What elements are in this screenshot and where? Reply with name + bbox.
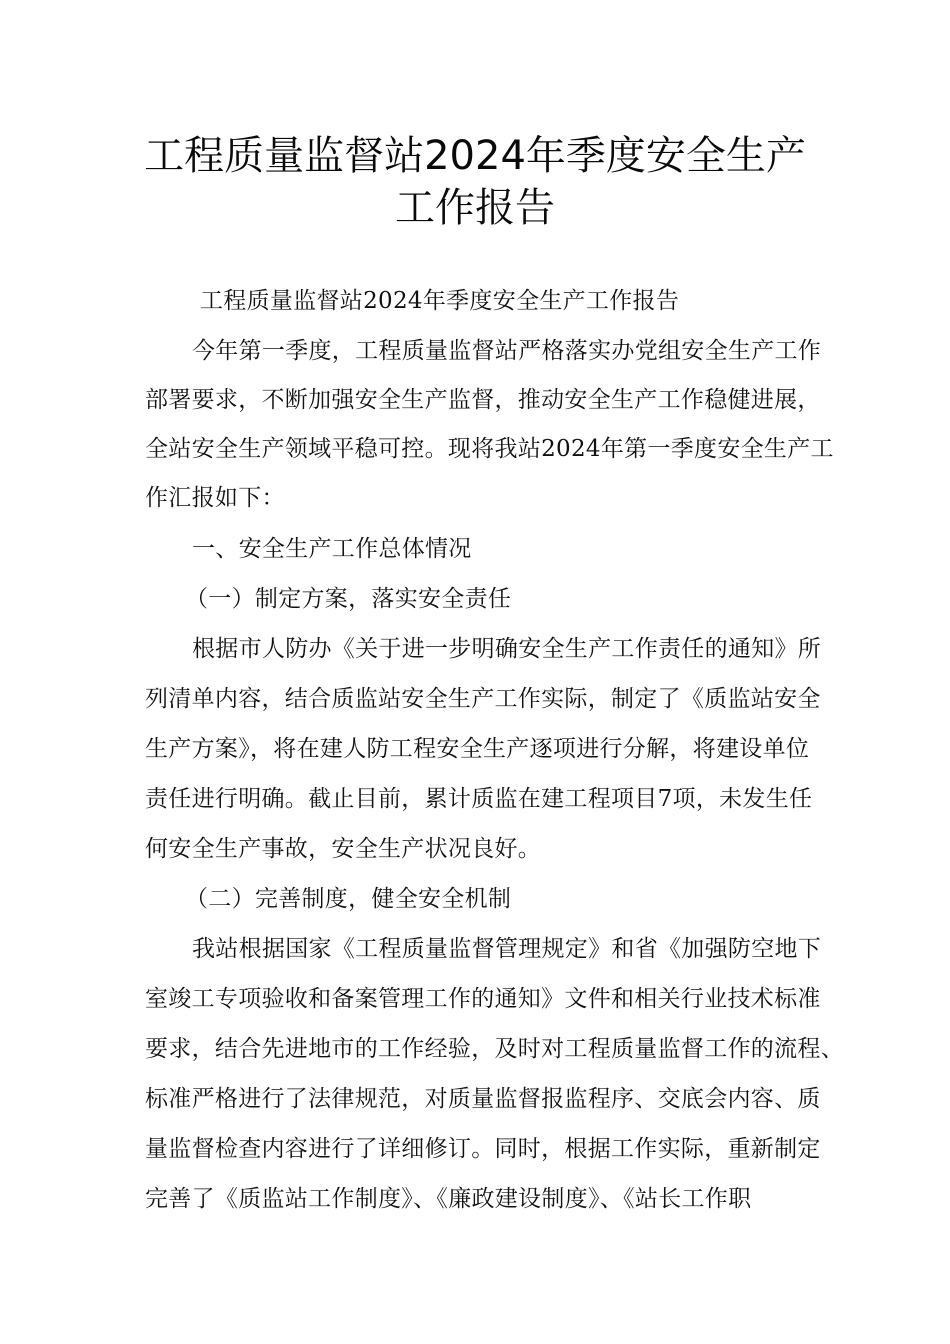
subsection-heading: （一）制定方案，落实安全责任 [185, 586, 512, 612]
document-title-line2: 工作报告 [395, 185, 555, 231]
paragraph-line: 量监督检查内容进行了详细修订。同时，根据工作实际，重新制定 [145, 1136, 821, 1162]
document-subtitle: 工程质量监督站2024年季度安全生产工作报告 [200, 288, 680, 314]
paragraph-line: 要求，结合先进地市的工作经验，及时对工程质量监督工作的流程、 [145, 1036, 844, 1062]
paragraph-line: 作汇报如下： [145, 485, 285, 511]
paragraph-line: 责任进行明确。截止目前，累计质监在建工程项目7项，未发生任 [145, 786, 813, 812]
paragraph-line: 完善了《质监站工作制度》、《廉政建设制度》、《站长工作职 [145, 1186, 752, 1212]
paragraph-line: 标准严格进行了法律规范，对质量监督报监程序、交底会内容、质 [145, 1086, 821, 1112]
section-heading: 一、安全生产工作总体情况 [192, 536, 472, 562]
paragraph-line: 今年第一季度，工程质量监督站严格落实办党组安全生产工作 [192, 338, 822, 364]
paragraph-line: 何安全生产事故，安全生产状况良好。 [145, 836, 542, 862]
document-title-line1: 工程质量监督站2024年季度安全生产 [144, 133, 806, 179]
paragraph-line: 室竣工专项验收和备案管理工作的通知》文件和相关行业技术标准 [145, 986, 821, 1012]
paragraph-line: 根据市人防办《关于进一步明确安全生产工作责任的通知》所 [192, 636, 822, 662]
paragraph-line: 部署要求，不断加强安全生产监督，推动安全生产工作稳健进展， [145, 387, 821, 413]
paragraph-line: 列清单内容，结合质监站安全生产工作实际，制定了《质监站安全 [145, 686, 821, 712]
paragraph-line: 我站根据国家《工程质量监督管理规定》和省《加强防空地下 [192, 936, 822, 962]
paragraph-line: 生产方案》，将在建人防工程安全生产逐项进行分解，将建设单位 [145, 736, 810, 762]
paragraph-line: 全站安全生产领域平稳可控。现将我站2024年第一季度安全生产工 [145, 436, 834, 462]
subsection-heading: （二）完善制度，健全安全机制 [185, 886, 512, 912]
